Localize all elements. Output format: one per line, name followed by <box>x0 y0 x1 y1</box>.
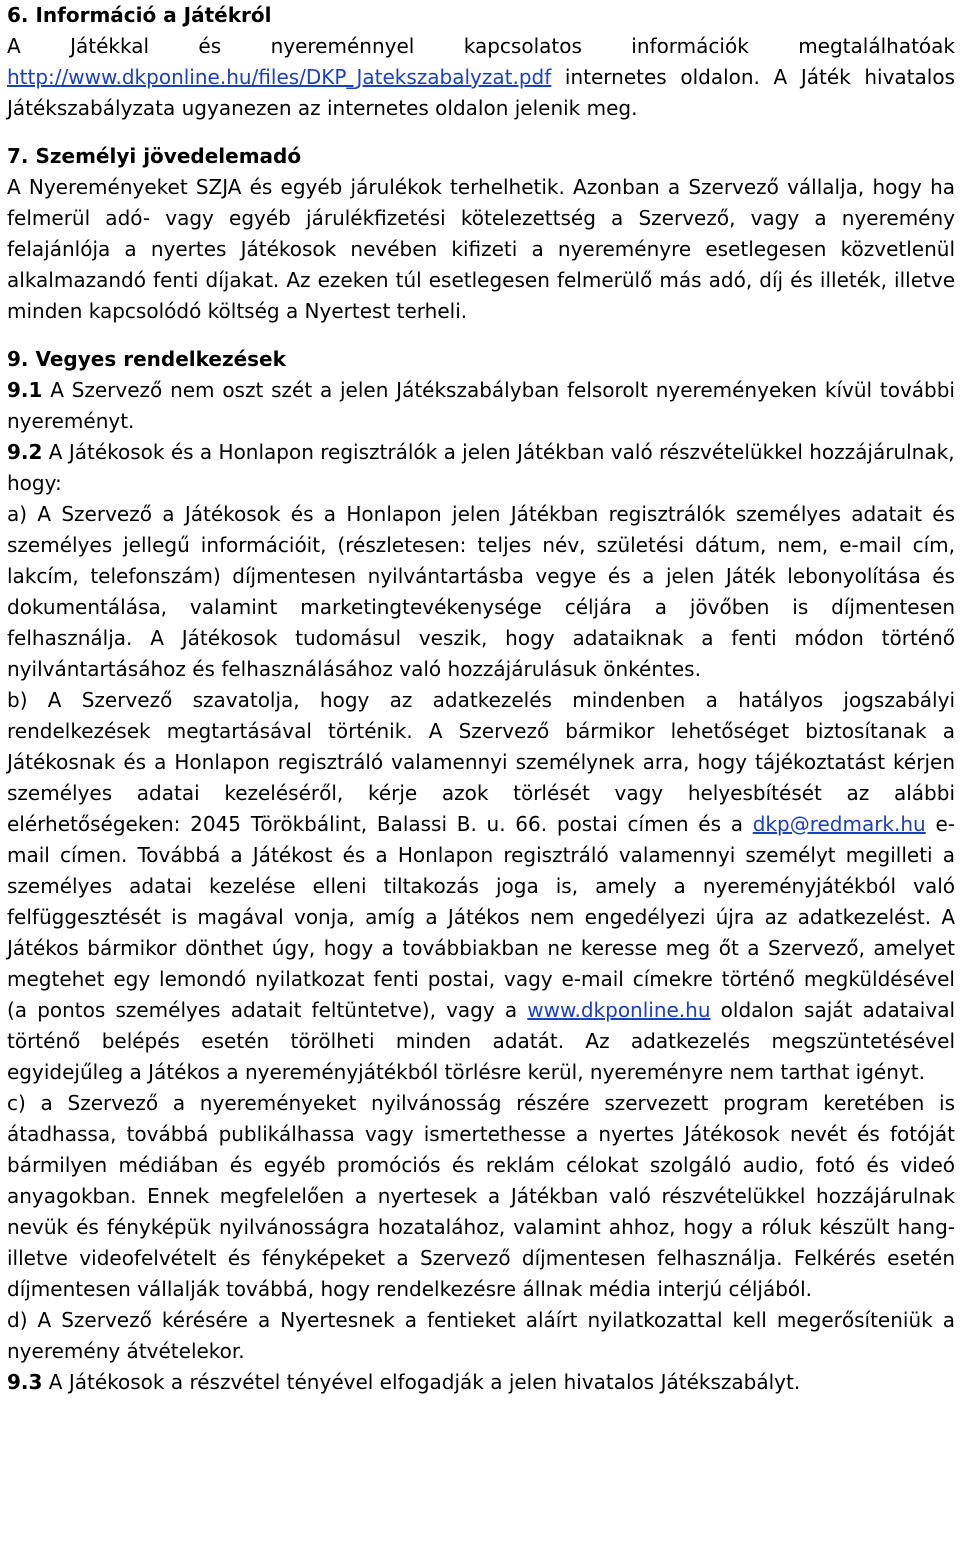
section-7-title: 7. Személyi jövedelemadó <box>7 144 302 168</box>
clause-9-2-d: d) A Szervező kérésére a Nyertesnek a fentieket aláírt nyilatkozattal kell megerősíteniük a nyeremény átvételekor. <box>7 1308 955 1363</box>
clause-b-text-1: b) A Szervező szavatolja, hogy az adatkezelés mindenben a hatályos jogszabályi rendelkezések megtartásával történik. A Szervező bármikor lehetőséget biztosítanak a Játékosnak és a Honlapon regisztráló valamennyi személynek arra, hogy tájékoztatást kérjen személyes adatai kezeléséről, kérje azok törlését vagy helyesbítését az alábbi elérhetőségeken: 2045 Törökbálint, Balassi B. u. 66. postai címen és a <box>7 688 955 836</box>
clause-9-1-text: A Szervező nem oszt szét a jelen Játékszabályban felsorolt nyereményeken kívül további nyereményt. <box>7 378 955 433</box>
clause-9-2-b <box>7 685 955 1088</box>
section-6-text-b: internetes oldalon. A Játék hivatalos Játékszabályzata ugyanezen az internetes oldalon jelenik meg. <box>7 65 955 120</box>
clause-9-2-c: c) a Szervező a nyereményeket nyilvánosság részére szervezett program keretében is átadhassa, továbbá publikálhassa vagy ismertethesse a nyertes Játékosok nevét és fotóját bármilyen médiában és egyéb promóciós és reklám célokat szolgáló audio, fotó és videó anyagokban. Ennek megfelelően a nyertesek a Játékban való részvételükkel hozzájárulnak nevük és fényképük nyilvánosságra hozatalához, valamint ahhoz, hogy a róluk készült hang- illetve videofelvételt és fényképeket a Szervező díjmentesen felhasználja. Felkérés esetén díjmentesen vállalják továbbá, hogy rendelkezésre állnak média interjú céljából. <box>7 1091 955 1301</box>
email-link[interactable]: dkp@redmark.hu <box>752 812 926 836</box>
clause-9-2 <box>7 437 955 499</box>
section-6-text-a: A Játékkal és nyereménnyel kapcsolatos információk megtalálhatóak <box>7 34 955 58</box>
section-6-title: 6. Információ a Játékról <box>7 3 272 27</box>
website-link[interactable]: www.dkponline.hu <box>527 998 711 1022</box>
clause-9-3-text: A Játékosok a részvétel tényével elfogadják a jelen hivatalos Játékszabályt. <box>42 1370 801 1394</box>
clause-9-2-a: a) A Szervező a Játékosok és a Honlapon jelen Játékban regisztrálók személyes adatait és személyes jellegű információit, (részletesen: teljes név, születési dátum, nem, e-mail cím, lakcím, telefonszám) díjmentesen nyilvántartásba vegye és a jelen Játék lebonyolítása és dokumentálása, valamint marketingtevékenysége céljára a jövőben is díjmentesen felhasználja. A Játékosok tudomásul veszik, hogy adataiknak a fenti módon történő nyilvántartásához és felhasználásához való hozzájárulásuk önkéntes. <box>7 502 955 681</box>
clause-9-3-number: 9.3 <box>7 1370 43 1394</box>
clause-b-text-2: e-mail címen. Továbbá a Játékost és a Honlapon regisztráló valamennyi személyt megilleti a személyes adatai kezelése elleni tiltakozás joga is, amely a nyereményjátékból való felfüggesztését is magával vonja, amíg a Játékos nem engedélyezi újra az adatkezelést. A Játékos bármikor dönthet úgy, hogy a továbbiakban ne keresse meg őt a Szervező, amelyet megtehet egy lemondó nyilatkozat fenti postai, vagy e-mail címekre történő megküldésével (a pontos személyes adatait feltüntetve), vagy a <box>7 812 955 1022</box>
clause-9-2-number: 9.2 <box>7 440 43 464</box>
rules-pdf-link[interactable]: http://www.dkponline.hu/files/DKP_Jatekszabalyzat.pdf <box>7 65 552 89</box>
clause-b-text-3: oldalon saját adataival történő belépés esetén törölheti minden adatát. Az adatkezelés megszüntetésével egyidejűleg a Játékos a nyereményjátékból törlésre kerül, nyereményre nem tarthat igényt. <box>7 998 956 1084</box>
section-7-paragraph: A Nyereményeket SZJA és egyéb járulékok terhelhetik. Azonban a Szervező vállalja, hogy ha felmerül adó- vagy egyéb járulékfizetési kötelezettség a Szervező, vagy a nyeremény felajánlója a nyertes Játékosok nevében kifizeti a nyereményre esetlegesen közvetlenül alkalmazandó fenti díjakat. Az ezeken túl esetlegesen felmerülő más adó, díj és illeték, illetve minden kapcsolódó költség a Nyertest terheli. <box>7 175 955 323</box>
clause-9-3 <box>7 1367 955 1398</box>
clause-9-1 <box>7 375 955 437</box>
section-9-title: 9. Vegyes rendelkezések <box>7 347 286 371</box>
clause-9-1-number: 9.1 <box>7 378 43 402</box>
section-6-paragraph <box>7 31 955 124</box>
clause-9-2-text: A Játékosok és a Honlapon regisztrálók a jelen Játékban való részvételükkel hozzájárulnak, hogy: <box>7 440 955 495</box>
